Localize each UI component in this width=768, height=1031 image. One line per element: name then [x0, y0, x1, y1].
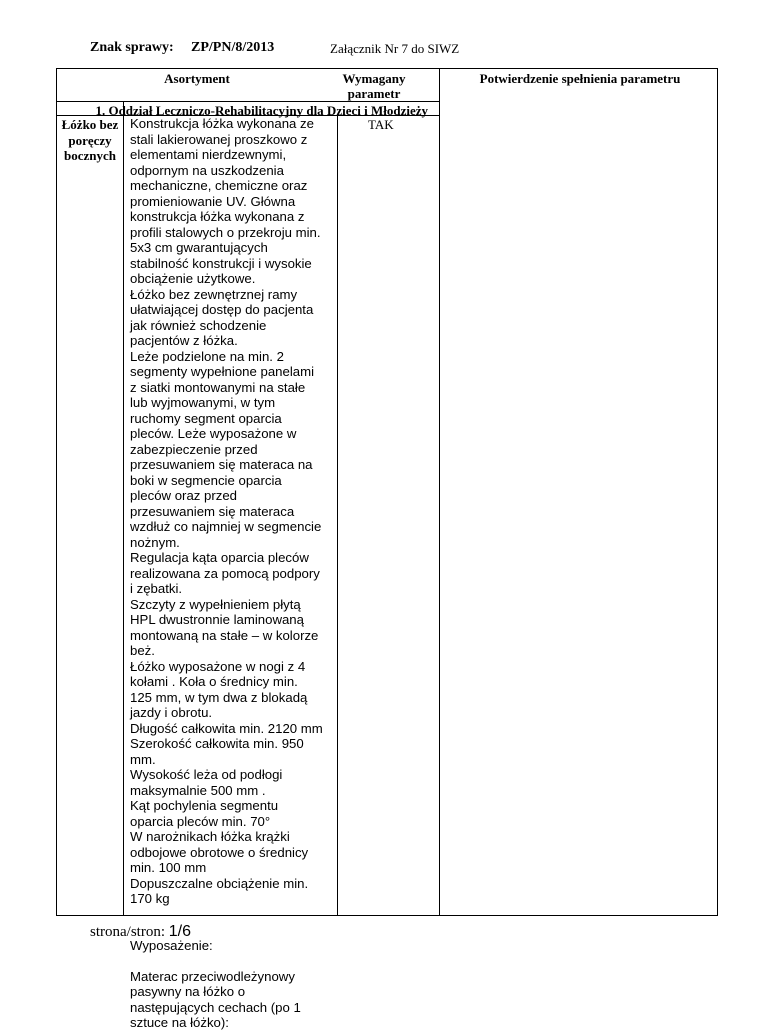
column-header-confirmation: Potwierdzenie spełnienia parametru	[479, 71, 681, 86]
column-divider	[337, 116, 338, 915]
case-label: Znak sprawy:	[90, 40, 174, 55]
item-name: Łóżko bez poręczy bocznych	[61, 117, 119, 163]
column-header-assortment: Asortyment	[164, 71, 230, 86]
page-footer	[90, 923, 191, 941]
case-number: ZP/PN/8/2013	[191, 40, 275, 55]
section-title: 1. Oddział Leczniczo-Rehabilitacyjny dla Dzieci i Młodzieży	[95, 103, 428, 118]
column-header-required: Wymagany parametr	[342, 71, 406, 101]
row-divider	[57, 101, 439, 102]
column-divider	[439, 69, 440, 915]
page-number: 1/6	[168, 923, 191, 940]
document-header	[0, 40, 768, 60]
column-divider	[123, 102, 124, 915]
page-label: strona/stron:	[90, 924, 169, 940]
attachment-label: Załącznik Nr 7 do SIWZ	[330, 41, 460, 56]
required-value: TAK	[368, 117, 394, 132]
item-description: Konstrukcja łóżka wykonana ze stali lakierowanej proszkowo z elementami nierdzewnymi, odpornym na uszkodzenia mechaniczne, chemiczne oraz promieniowanie UV. Główna konstrukcja łóżka wykonana z profili stalowych o przekroju min. 5x3 cm gwarantujących stabilność konstrukcji i wysokie obciążenie użytkowe. Łóżko bez zewnętrznej ramy ułatwiającej dostęp do pacjenta jak również schodzenie pacjentów z łóżka. Leże podzielone na min. 2 segmenty wypełnione panelami z siatki montowanymi na stałe lub wyjmowanymi, w tym ruchomy segment oparcia pleców. Leże wyposażone w zabezpieczenie przed przesuwaniem się materaca na boki w segmencie oparcia pleców oraz przed przesuwaniem się materaca wzdłuż co najmniej w segmencie nożnym. Regulacja kąta oparcia pleców realizowana za pomocą podpory i zębatki. Szczyty z wypełnieniem płytą HPL dwustronnie laminowaną montowaną na stałe – w kolorze beż. Łóżko wyposażone w nogi z 4 kołami . Koła o średnicy min. 125 mm, w tym dwa z blokadą jazdy i obrotu. Długość całkowita min. 2120 mm Szerokość całkowita min. 950 mm. Wysokość leża od podłogi maksymalnie 500 mm . Kąt pochylenia segmentu oparcia pleców min. 70° W narożnikach łóżka krążki odbojowe obrotowe o średnicy min. 100 mm Dopuszczalne obciążenie min. 170 kg Wyposażenie: Materac przeciwodleżynowy pasywny na łóżko o następujących cechach (po 1 sztuce na łóżko):	[130, 116, 323, 1030]
